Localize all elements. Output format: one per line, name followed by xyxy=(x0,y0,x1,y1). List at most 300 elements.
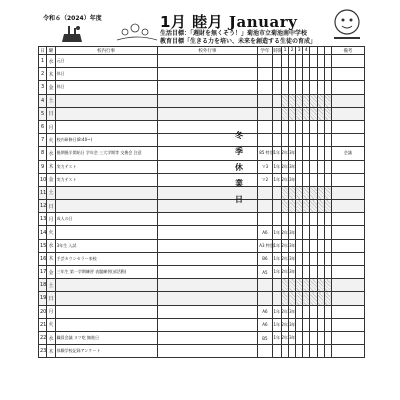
table-row xyxy=(39,81,365,94)
day-cell: 4 xyxy=(39,94,47,107)
schedule-slot-cell xyxy=(296,55,303,68)
outside-event-cell xyxy=(157,239,258,252)
weekday-cell: 水 xyxy=(47,239,55,252)
school-event-cell: 校内研修日(8:40~) xyxy=(55,134,157,147)
schedule-slot-cell xyxy=(296,134,303,147)
schedule-slot-cell xyxy=(281,200,288,213)
schedule-slot-cell xyxy=(303,318,310,331)
period-cell: 1年 2年 3年 xyxy=(272,226,281,239)
period-cell: 1年 2年 3年 xyxy=(272,318,281,331)
schedule-slot-cell xyxy=(324,279,331,292)
day-cell: 8 xyxy=(39,147,47,160)
schedule-slot-cell xyxy=(281,292,288,305)
schedule-slot-cell xyxy=(289,186,296,199)
day-cell: 23 xyxy=(39,345,47,358)
schedule-slot-cell xyxy=(310,252,317,265)
table-row xyxy=(39,160,365,173)
page-header xyxy=(0,0,400,50)
weekday-cell: 金 xyxy=(47,173,55,186)
table-row xyxy=(39,107,365,120)
schedule-slot-cell xyxy=(303,147,310,160)
schedule-slot-cell xyxy=(281,81,288,94)
school-event-cell xyxy=(55,94,157,107)
schedule-slot-cell xyxy=(310,120,317,133)
notes-cell xyxy=(331,331,364,344)
class-code-cell xyxy=(258,345,272,358)
school-event-cell xyxy=(55,200,157,213)
schedule-slot-cell xyxy=(303,68,310,81)
notes-cell xyxy=(331,305,364,318)
table-row xyxy=(39,94,365,107)
schedule-slot-cell xyxy=(289,94,296,107)
table-row xyxy=(39,200,365,213)
schedule-slot-cell xyxy=(317,213,324,226)
outside-event-cell xyxy=(157,292,258,305)
period-cell: 1年 2年 3年 xyxy=(272,173,281,186)
schedule-slot-cell xyxy=(281,345,288,358)
schedule-slot-cell xyxy=(281,279,288,292)
class-code-cell xyxy=(258,68,272,81)
col-header-weekday: 曜 xyxy=(48,48,54,54)
weekday-cell: 木 xyxy=(47,68,55,81)
schedule-slot-cell xyxy=(310,345,317,358)
schedule-slot-cell xyxy=(289,213,296,226)
table-row xyxy=(39,186,365,199)
school-event-cell xyxy=(55,292,157,305)
schedule-slot-cell xyxy=(317,107,324,120)
class-code-cell: A3 特別 xyxy=(258,239,272,252)
period-cell xyxy=(272,345,281,358)
notes-cell xyxy=(331,345,364,358)
schedule-slot-cell xyxy=(324,292,331,305)
school-event-cell: 元日 xyxy=(55,55,157,68)
notes-cell xyxy=(331,226,364,239)
table-row xyxy=(39,305,365,318)
day-cell: 11 xyxy=(39,186,47,199)
schedule-slot-cell xyxy=(324,147,331,160)
table-header-row xyxy=(39,47,365,55)
schedule-slot-cell xyxy=(296,292,303,305)
class-code-cell: B6 xyxy=(258,252,272,265)
schedule-slot-cell xyxy=(310,55,317,68)
schedule-slot-cell xyxy=(296,173,303,186)
schedule-slot-cell xyxy=(296,160,303,173)
schedule-slot-cell xyxy=(310,160,317,173)
weekday-cell: 水 xyxy=(47,55,55,68)
schedule-slot-cell xyxy=(317,252,324,265)
schedule-slot-cell xyxy=(324,226,331,239)
schedule-slot-cell xyxy=(317,160,324,173)
weekday-cell: 土 xyxy=(47,94,55,107)
life-goal: 生活目標：「週財を無くそう！」菊池市立菊池南中学校 xyxy=(160,30,308,37)
notes-cell xyxy=(331,186,364,199)
schedule-slot-cell xyxy=(324,213,331,226)
schedule-slot-cell xyxy=(289,292,296,305)
class-code-cell xyxy=(258,81,272,94)
schedule-slot-cell xyxy=(317,173,324,186)
weekday-cell: 金 xyxy=(47,266,55,279)
day-cell: 18 xyxy=(39,279,47,292)
weekday-cell: 水 xyxy=(47,331,55,344)
school-event-cell: 成人の日 xyxy=(55,213,157,226)
class-code-cell xyxy=(258,120,272,133)
notes-cell xyxy=(331,279,364,292)
day-cell: 5 xyxy=(39,107,47,120)
schedule-slot-cell xyxy=(310,279,317,292)
schedule-slot-cell xyxy=(303,226,310,239)
schedule-slot-cell xyxy=(310,94,317,107)
period-cell: 1年 2年 3年 xyxy=(272,147,281,160)
schedule-slot-cell xyxy=(317,134,324,147)
class-code-cell xyxy=(258,94,272,107)
notes-cell xyxy=(331,266,364,279)
col-header-p4: 4 xyxy=(303,47,310,55)
schedule-slot-cell xyxy=(324,134,331,147)
table-row xyxy=(39,213,365,226)
schedule-slot-cell xyxy=(281,120,288,133)
mascot-logo-icon xyxy=(330,6,364,46)
schedule-slot-cell xyxy=(317,81,324,94)
weekday-cell: 土 xyxy=(47,186,55,199)
schedule-slot-cell xyxy=(281,68,288,81)
schedule-slot-cell xyxy=(289,120,296,133)
flower-decoration-icon xyxy=(117,18,157,44)
notes-cell xyxy=(331,239,364,252)
day-cell: 16 xyxy=(39,252,47,265)
table-row xyxy=(39,266,365,279)
school-event-cell xyxy=(55,279,157,292)
weekday-cell: 火 xyxy=(47,134,55,147)
period-cell xyxy=(272,186,281,199)
notes-cell xyxy=(331,200,364,213)
schedule-slot-cell xyxy=(324,305,331,318)
schedule-slot-cell xyxy=(324,252,331,265)
schedule-slot-cell xyxy=(296,147,303,160)
outside-event-cell xyxy=(157,68,258,81)
schedule-slot-cell xyxy=(296,305,303,318)
schedule-slot-cell xyxy=(317,55,324,68)
period-cell: 1年 2年 3年 xyxy=(272,160,281,173)
school-event-cell xyxy=(55,226,157,239)
schedule-slot-cell xyxy=(310,200,317,213)
school-event-cell: 手芸カウンセラー来校 xyxy=(55,252,157,265)
class-code-cell: マ3 xyxy=(258,160,272,173)
notes-cell xyxy=(331,318,364,331)
schedule-slot-cell xyxy=(303,173,310,186)
schedule-slot-cell xyxy=(324,200,331,213)
period-cell: 1年 2年 3年 xyxy=(272,239,281,252)
school-event-cell xyxy=(55,107,157,120)
schedule-slot-cell xyxy=(324,160,331,173)
schedule-slot-cell xyxy=(296,331,303,344)
day-cell: 6 xyxy=(39,120,47,133)
schedule-slot-cell xyxy=(310,239,317,252)
table-row xyxy=(39,239,365,252)
col-header-period: 時限 xyxy=(273,48,283,54)
outside-event-cell xyxy=(157,345,258,358)
schedule-slot-cell xyxy=(317,147,324,160)
class-code-cell xyxy=(258,186,272,199)
schedule-slot-cell xyxy=(324,186,331,199)
class-code-cell: A6 xyxy=(258,305,272,318)
schedule-slot-cell xyxy=(281,55,288,68)
schedule-slot-cell xyxy=(324,239,331,252)
col-header-p1: 1 xyxy=(281,47,288,55)
schedule-slot-cell xyxy=(303,345,310,358)
schedule-slot-cell xyxy=(296,120,303,133)
notes-cell xyxy=(331,55,364,68)
day-cell: 22 xyxy=(39,331,47,344)
col-header-p3: 3 xyxy=(296,47,303,55)
outside-event-cell xyxy=(157,331,258,344)
schedule-slot-cell xyxy=(310,318,317,331)
weekday-cell: 金 xyxy=(47,81,55,94)
day-cell: 15 xyxy=(39,239,47,252)
schedule-slot-cell xyxy=(289,55,296,68)
day-cell: 7 xyxy=(39,134,47,147)
outside-event-cell xyxy=(157,318,258,331)
notes-cell: 会議 xyxy=(331,147,364,160)
vertical-char: 休 xyxy=(235,163,243,172)
weekday-cell: 木 xyxy=(47,160,55,173)
schedule-slot-cell xyxy=(317,226,324,239)
notes-cell xyxy=(331,213,364,226)
notes-cell xyxy=(331,134,364,147)
schedule-slot-cell xyxy=(324,68,331,81)
notes-cell xyxy=(331,120,364,133)
schedule-slot-cell xyxy=(324,107,331,120)
monthly-calendar xyxy=(38,46,365,400)
schedule-slot-cell xyxy=(310,147,317,160)
col-header-day: 日 xyxy=(40,48,45,54)
weekday-cell: 水 xyxy=(47,147,55,160)
day-cell: 20 xyxy=(39,305,47,318)
schedule-slot-cell xyxy=(310,331,317,344)
table-row xyxy=(39,279,365,292)
schedule-slot-cell xyxy=(317,94,324,107)
period-cell xyxy=(272,134,281,147)
schedule-slot-cell xyxy=(303,305,310,318)
class-code-cell xyxy=(258,279,272,292)
outside-event-cell xyxy=(157,94,258,107)
schedule-slot-cell xyxy=(289,279,296,292)
schedule-slot-cell xyxy=(303,292,310,305)
calendar-body xyxy=(39,55,365,358)
table-row xyxy=(39,147,365,160)
schedule-slot-cell xyxy=(296,107,303,120)
school-event-cell xyxy=(55,120,157,133)
schedule-slot-cell xyxy=(317,239,324,252)
day-cell: 2 xyxy=(39,68,47,81)
schedule-slot-cell xyxy=(310,305,317,318)
outside-event-cell xyxy=(157,55,258,68)
schedule-slot-cell xyxy=(310,173,317,186)
period-cell xyxy=(272,200,281,213)
schedule-slot-cell xyxy=(310,134,317,147)
class-code-cell: A5 xyxy=(258,266,272,279)
period-cell xyxy=(272,55,281,68)
schedule-slot-cell xyxy=(281,213,288,226)
day-cell: 14 xyxy=(39,226,47,239)
education-goal: 教育目標「生きる力を培い、未来を創造する生徒の育成」 xyxy=(160,38,317,45)
schedule-slot-cell xyxy=(289,345,296,358)
schedule-slot-cell xyxy=(289,81,296,94)
class-code-cell xyxy=(258,213,272,226)
schedule-slot-cell xyxy=(303,200,310,213)
period-cell xyxy=(272,81,281,94)
table-row xyxy=(39,226,365,239)
period-cell xyxy=(272,68,281,81)
day-cell: 10 xyxy=(39,173,47,186)
table-row xyxy=(39,331,365,344)
notes-cell xyxy=(331,68,364,81)
weekday-cell: 木 xyxy=(47,252,55,265)
vertical-char: 季 xyxy=(235,147,243,156)
schedule-slot-cell xyxy=(281,107,288,120)
schedule-slot-cell xyxy=(303,213,310,226)
schedule-slot-cell xyxy=(296,318,303,331)
schedule-slot-cell xyxy=(296,213,303,226)
schedule-slot-cell xyxy=(317,186,324,199)
outside-event-cell xyxy=(157,213,258,226)
month-number: 1月 xyxy=(160,13,187,31)
weekday-cell: 土 xyxy=(47,279,55,292)
class-code-cell xyxy=(258,292,272,305)
schedule-slot-cell xyxy=(324,120,331,133)
schedule-slot-cell xyxy=(303,94,310,107)
period-cell: 1年 2年 3年 xyxy=(272,266,281,279)
school-event-cell: 休日 xyxy=(55,81,157,94)
col-header-blank-2 xyxy=(317,47,324,55)
table-row xyxy=(39,68,365,81)
schedule-slot-cell xyxy=(296,279,303,292)
schedule-slot-cell xyxy=(303,120,310,133)
vertical-char: 冬 xyxy=(235,131,243,140)
month-english-name: January xyxy=(228,13,298,31)
notes-cell xyxy=(331,160,364,173)
schedule-slot-cell xyxy=(324,318,331,331)
schedule-slot-cell xyxy=(303,186,310,199)
school-event-cell: 体験学校記録アンケート xyxy=(55,345,157,358)
schedule-slot-cell xyxy=(310,292,317,305)
table-row xyxy=(39,292,365,305)
school-event-cell xyxy=(55,305,157,318)
schedule-slot-cell xyxy=(303,279,310,292)
outside-event-cell xyxy=(157,252,258,265)
weekday-cell: 日 xyxy=(47,200,55,213)
vertical-char: 業 xyxy=(235,179,243,188)
notes-cell xyxy=(331,94,364,107)
school-event-cell xyxy=(55,186,157,199)
weekday-cell: 木 xyxy=(47,345,55,358)
school-event-cell: 実力テスト xyxy=(55,173,157,186)
schedule-slot-cell xyxy=(310,186,317,199)
school-event-cell: 休日 xyxy=(55,68,157,81)
outside-event-cell xyxy=(157,226,258,239)
schedule-slot-cell xyxy=(296,266,303,279)
col-header-p2: 2 xyxy=(289,47,296,55)
winter-break-vertical-label xyxy=(233,128,245,208)
schedule-slot-cell xyxy=(303,239,310,252)
schedule-slot-cell xyxy=(310,81,317,94)
school-event-cell: 3年生 入試 xyxy=(55,239,157,252)
class-code-cell: A6 xyxy=(258,226,272,239)
notes-cell xyxy=(331,292,364,305)
schedule-slot-cell xyxy=(281,94,288,107)
period-cell xyxy=(272,279,281,292)
schedule-slot-cell xyxy=(296,94,303,107)
weekday-cell: 火 xyxy=(47,226,55,239)
period-cell: 1年 2年 3年 xyxy=(272,252,281,265)
schedule-slot-cell xyxy=(303,331,310,344)
schedule-slot-cell xyxy=(310,107,317,120)
outside-event-cell xyxy=(157,305,258,318)
table-row xyxy=(39,318,365,331)
class-code-cell: B5 xyxy=(258,331,272,344)
schedule-slot-cell xyxy=(303,252,310,265)
schedule-slot-cell xyxy=(303,134,310,147)
schedule-slot-cell xyxy=(296,200,303,213)
notes-cell xyxy=(331,173,364,186)
schedule-slot-cell xyxy=(317,318,324,331)
schedule-slot-cell xyxy=(303,107,310,120)
outside-event-cell xyxy=(157,266,258,279)
class-code-cell: 85 特別 xyxy=(258,147,272,160)
col-header-blank-3 xyxy=(324,47,331,55)
school-event-cell: 実力テスト xyxy=(55,160,157,173)
schedule-slot-cell xyxy=(303,55,310,68)
schedule-slot-cell xyxy=(296,81,303,94)
period-cell: 1年 2年 3年 xyxy=(272,331,281,344)
schedule-slot-cell xyxy=(317,266,324,279)
table-row xyxy=(39,134,365,147)
day-cell: 9 xyxy=(39,160,47,173)
table-row xyxy=(39,120,365,133)
schedule-slot-cell xyxy=(310,226,317,239)
day-cell: 3 xyxy=(39,81,47,94)
period-cell xyxy=(272,213,281,226)
fiscal-year-label: 令和６（2024）年度 xyxy=(43,15,102,22)
schedule-slot-cell xyxy=(303,266,310,279)
schedule-slot-cell xyxy=(324,173,331,186)
schedule-slot-cell xyxy=(310,213,317,226)
schedule-slot-cell xyxy=(281,186,288,199)
notes-cell xyxy=(331,81,364,94)
class-code-cell: マ2 xyxy=(258,173,272,186)
table-row xyxy=(39,55,365,68)
day-cell: 13 xyxy=(39,213,47,226)
schedule-slot-cell xyxy=(296,68,303,81)
schedule-slot-cell xyxy=(324,55,331,68)
class-code-cell: A6 xyxy=(258,318,272,331)
weekday-cell: 日 xyxy=(47,292,55,305)
school-event-cell: 後期後半開始日 学年会 三大学期等 交換会 注意 xyxy=(55,147,157,160)
period-cell xyxy=(272,107,281,120)
schedule-slot-cell xyxy=(296,345,303,358)
class-code-cell xyxy=(258,200,272,213)
weekday-cell: 月 xyxy=(47,305,55,318)
schedule-slot-cell xyxy=(324,81,331,94)
day-cell: 12 xyxy=(39,200,47,213)
schedule-slot-cell xyxy=(310,266,317,279)
schedule-slot-cell xyxy=(324,331,331,344)
table-row xyxy=(39,252,365,265)
vertical-char: 日 xyxy=(235,195,243,204)
schedule-slot-cell xyxy=(289,200,296,213)
schedule-slot-cell xyxy=(303,81,310,94)
weekday-cell: 月 xyxy=(47,120,55,133)
schedule-slot-cell xyxy=(289,68,296,81)
